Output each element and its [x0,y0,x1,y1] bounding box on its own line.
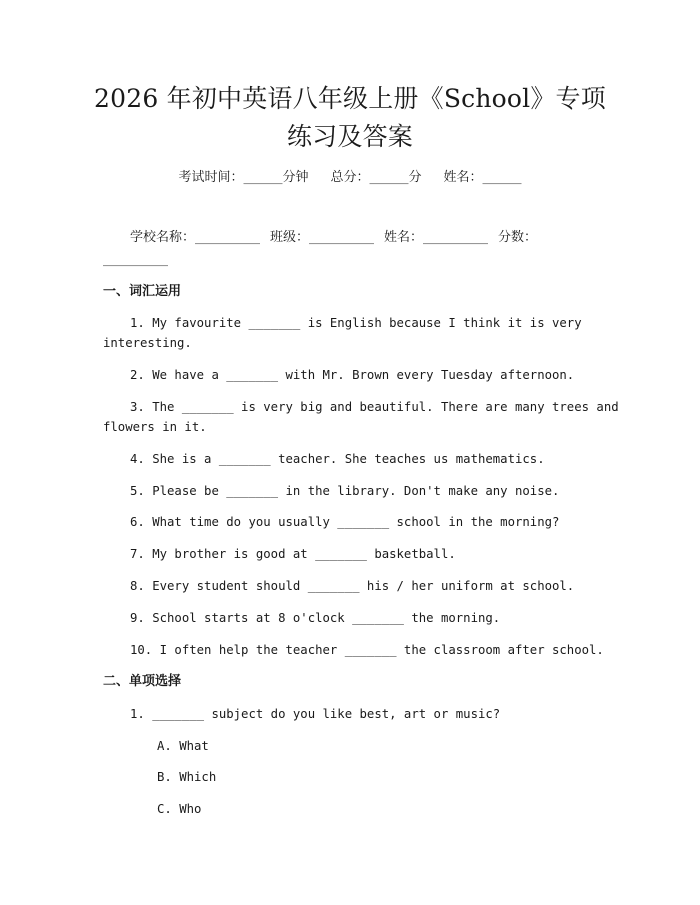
question-1-3-continued: flowers in it. [103,420,207,434]
question-number: 1. [130,316,145,330]
question-2-1 [103,704,573,724]
question-text: She is a _______ teacher. She teaches us mathematics. [152,452,545,466]
question-1-6 [103,512,573,532]
question-1-4 [103,449,573,469]
question-number: 4. [130,452,145,466]
question-text: My favourite _______ is English because I think it is very [152,316,582,330]
question-1-2 [103,365,573,385]
question-text: _______ subject do you like best, art or music? [152,707,501,721]
exam-name: 姓名：______ [443,170,522,185]
question-number: 6. [130,515,145,529]
document-title-line-1: 2026 年初中英语八年级上册《School》专项 [94,84,606,113]
question-text: The _______ is very big and beautiful. There are many trees and [152,400,619,414]
school-info [130,228,537,248]
question-1-3 [103,397,619,417]
question-number: 10. [130,643,153,657]
question-1-10 [103,640,604,660]
document-title-line-2: 练习及答案 [286,122,413,151]
question-1-7 [103,544,573,564]
question-number: 3. [130,400,145,414]
exam-info [0,168,700,188]
option-c: C. Who [157,802,202,816]
question-text: My brother is good at _______ basketball. [152,547,456,561]
question-text: Please be _______ in the library. Don't make any noise. [152,484,560,498]
section-heading-single-choice: 二、单项选择 [103,674,182,689]
question-text: Every student should _______ his / her uniform at school. [152,579,575,593]
score-label: 分数： [498,230,538,245]
question-text: What time do you usually _______ school in the morning? [152,515,560,529]
question-number: 7. [130,547,145,561]
option-b: B. Which [157,770,217,784]
school-name-field: 学校名称：__________ [130,230,261,245]
student-name-field: 姓名：__________ [384,230,489,245]
question-number: 1. [130,707,145,721]
question-number: 9. [130,611,145,625]
question-1-5 [103,481,573,501]
option-a: A. What [157,739,209,753]
section-heading-vocabulary: 一、词汇运用 [103,284,182,299]
exam-total-score: 总分：______分 [330,170,422,185]
question-number: 8. [130,579,145,593]
question-number: 5. [130,484,145,498]
question-number: 2. [130,368,145,382]
class-field: 班级：__________ [270,230,375,245]
question-1-9 [103,608,573,628]
exam-time: 考试时间：______分钟 [178,170,309,185]
question-text: We have a _______ with Mr. Brown every Tuesday afternoon. [152,368,575,382]
score-blank: __________ [103,252,168,267]
question-1-1 [103,313,582,333]
question-text: I often help the teacher _______ the classroom after school. [159,643,604,657]
question-1-8 [103,576,573,596]
question-1-1-continued: interesting. [103,336,192,350]
question-text: School starts at 8 o'clock _______ the morning. [152,611,501,625]
